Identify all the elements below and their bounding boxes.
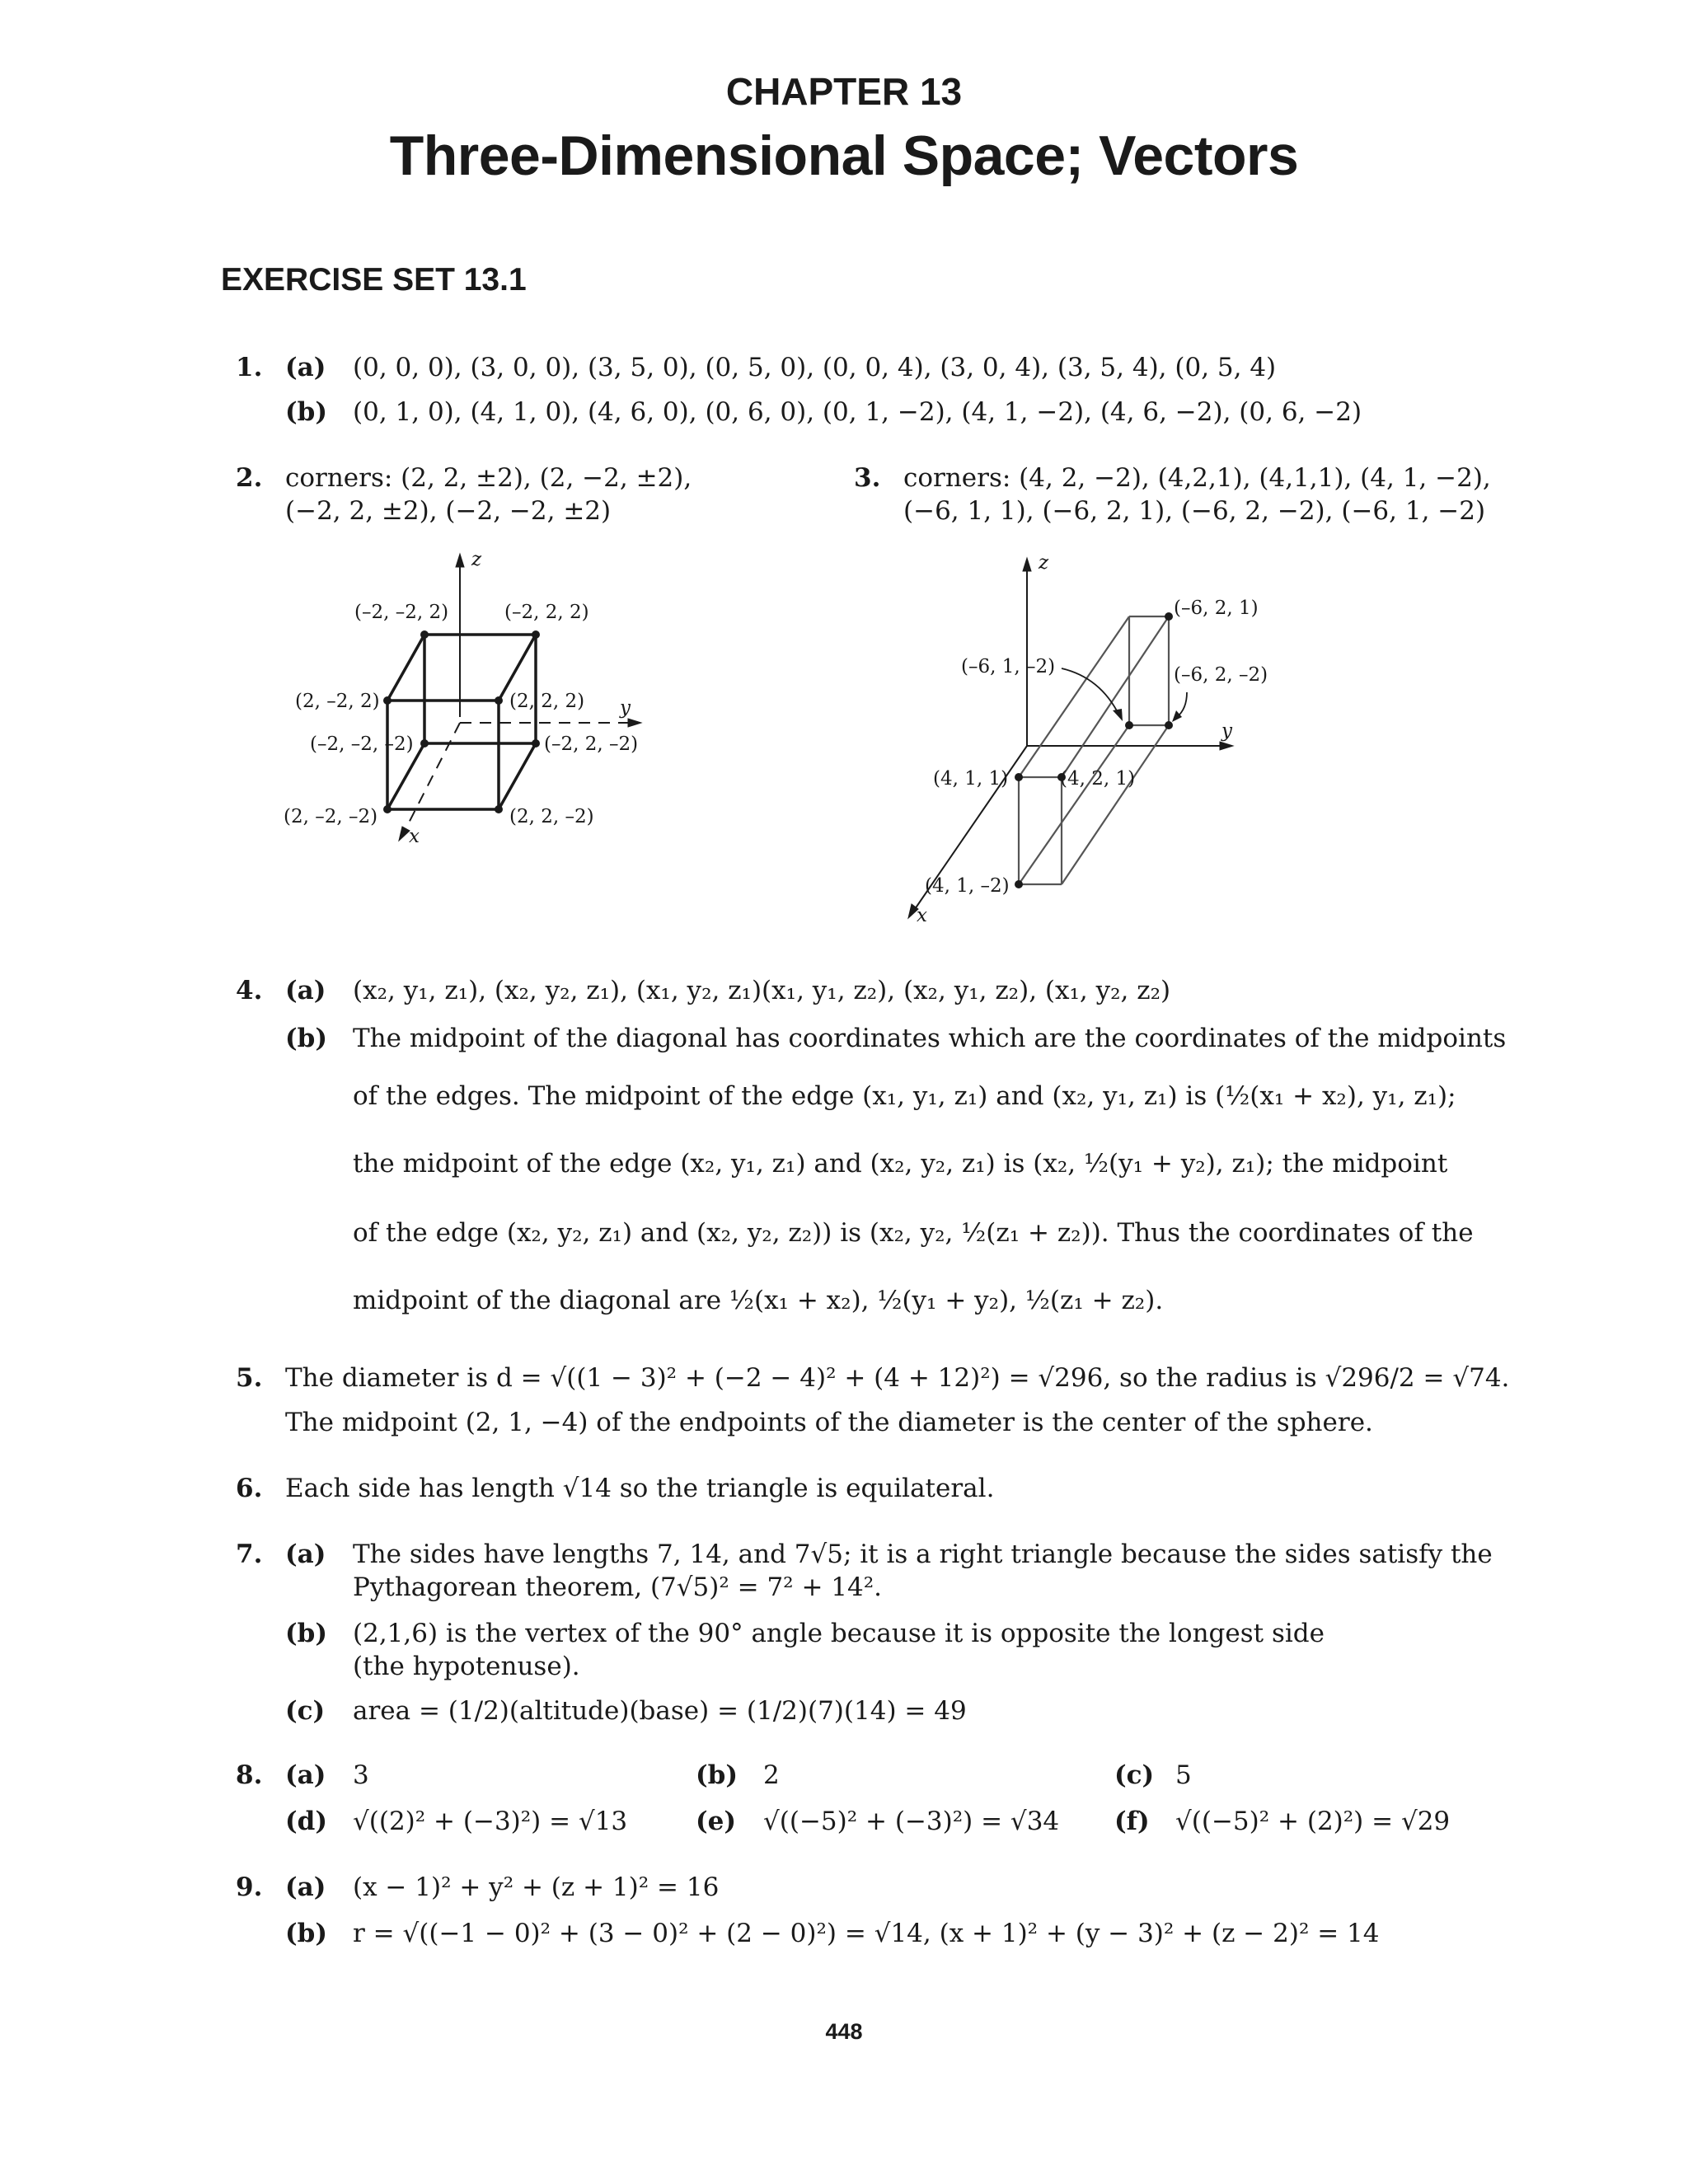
section-title: EXERCISE SET 13.1 [221,262,527,298]
axis-label-x: x [917,905,927,926]
axis-label-y: y [1221,720,1232,742]
vertex-label: (–2, 2, –2) [544,733,639,755]
exercise-8f-text: √((−5)² + (2)²) = √29 [1175,1807,1451,1836]
vertex-dot [532,739,540,748]
exercise-7b-line1: (2,1,6) is the vertex of the 90° angle because it is opposite the longest side [353,1619,1325,1648]
exercise-4-number: 4. [236,976,263,1005]
exercise-7b-label: (b) [285,1619,328,1648]
axis-label-z: z [1039,552,1049,574]
exercise-9b-label: (b) [285,1919,328,1948]
pointer-arrowhead [1172,710,1182,722]
chapter-title: Three-Dimensional Space; Vectors [389,124,1299,187]
exercise-7a-line1: The sides have lengths 7, 14, and 7√5; it is a right triangle because the sides satisfy the [353,1540,1493,1569]
vertex-label: (4, 2, 1) [1060,768,1136,790]
vertex-label: (4, 1, –2) [925,875,1010,897]
vertex-dot [383,805,392,813]
exercise-8f-label: (f) [1114,1807,1150,1836]
vertex-dot [420,739,429,748]
axis-label-x: x [409,826,420,847]
z-axis-arrow [1023,558,1031,571]
exercise-7a-line2: Pythagorean theorem, (7√5)² = 7² + 14². [353,1572,883,1602]
exercise-2-line2: (−2, 2, ±2), (−2, −2, ±2) [285,496,612,526]
exercise-4b-line4: of the edge (x₂, y₂, z₁) and (x₂, y₂, z₂)) is (x₂, y₂, ½(z₁ + z₂)). Thus the coordinates of the [353,1218,1474,1248]
exercise-7c-label: (c) [285,1696,326,1726]
page-number: 448 [825,2019,863,2044]
exercise-8e-text: √((−5)² + (−3)²) = √34 [763,1807,1060,1836]
exercise-1b-text: (0, 1, 0), (4, 1, 0), (4, 6, 0), (0, 6, 0), (0, 1, −2), (4, 1, −2), (4, 6, −2), (0, 6, −2) [353,397,1362,427]
vertex-label: (–2, –2, 2) [354,602,449,623]
exercise-7b-line2: (the hypotenuse). [353,1652,580,1681]
vertex-dot [1165,612,1173,621]
exercise-5-line2: The midpoint (2, 1, −4) of the endpoints of the diameter is the center of the sphere. [285,1408,1373,1437]
exercise-8c-text: 5 [1175,1760,1192,1790]
exercise-9b-text: r = √((−1 − 0)² + (3 − 0)² + (2 − 0)²) = √14, (x + 1)² + (y − 3)² + (z − 2)² = 14 [353,1919,1380,1948]
exercise-4a-text: (x₂, y₁, z₁), (x₂, y₂, z₁), (x₁, y₂, z₁)(x₁, y₁, z₂), (x₂, y₁, z₂), (x₁, y₂, z₂) [353,976,1171,1005]
exercise-4a-label: (a) [285,976,326,1005]
exercise-8b-label: (b) [696,1760,738,1790]
exercise-4b-line1: The midpoint of the diagonal has coordinates which are the coordinates of the midpoints [353,1024,1507,1053]
exercise-2-number: 2. [236,463,263,493]
vertex-dot [1165,721,1173,729]
exercise-3-line1: corners: (4, 2, −2), (4,2,1), (4,1,1), (4, 1, −2), [903,463,1491,493]
exercise-4b-label: (b) [285,1024,328,1053]
vertex-label: (4, 1, 1) [933,768,1009,790]
vertex-label: (2, –2, 2) [295,691,380,712]
y-axis-arrow [628,719,641,727]
z-axis-arrow [456,554,464,567]
pointer-arrow [1062,668,1119,715]
vertex-label: (–2, 2, 2) [504,602,589,623]
exercise-9a-text: (x − 1)² + y² + (z + 1)² = 16 [353,1872,720,1902]
exercise-7a-label: (a) [285,1540,326,1569]
vertex-dot [1015,880,1023,888]
exercise-7-number: 7. [236,1540,263,1569]
exercise-1-number: 1. [236,353,263,382]
exercise-5-line1: The diameter is d = √((1 − 3)² + (−2 − 4)² + (4 + 12)²) = √296, so the radius is √296/2 = √74. [285,1363,1510,1393]
exercise-8a-label: (a) [285,1760,326,1790]
exercise-4b-line2: of the edges. The midpoint of the edge (x₁, y₁, z₁) and (x₂, y₁, z₁) is (½(x₁ + x₂), y₁, z₁); [353,1081,1456,1111]
vertex-dot [383,696,392,705]
exercise-8-number: 8. [236,1760,263,1790]
exercise-1b-label: (b) [285,397,328,427]
exercise-8c-label: (c) [1114,1760,1155,1790]
exercise-3-line2: (−6, 1, 1), (−6, 2, 1), (−6, 2, −2), (−6, 1, −2) [903,496,1486,526]
exercise-6-text: Each side has length √14 so the triangle is equilateral. [285,1474,995,1503]
exercise-7c-text: area = (1/2)(altitude)(base) = (1/2)(7)(14) = 49 [353,1696,967,1726]
vertex-dot [1015,773,1023,781]
axis-label-y: y [620,697,631,719]
exercise-9a-label: (a) [285,1872,326,1902]
vertex-label: (–6, 2, –2) [1174,664,1268,686]
vertex-label: (–6, 2, 1) [1174,598,1259,619]
exercise-4b-line5: midpoint of the diagonal are ½(x₁ + x₂), ½(y₁ + y₂), ½(z₁ + z₂). [353,1286,1164,1315]
vertex-label: (2, –2, –2) [284,806,378,827]
vertex-dot [532,630,540,639]
exercise-8d-text: √((2)² + (−3)²) = √13 [353,1807,628,1836]
exercise-1a-label: (a) [285,353,326,382]
vertex-dot [1125,721,1133,729]
vertex-label: (–6, 1, –2) [961,656,1056,677]
axis-label-z: z [471,549,482,570]
exercise-5-number: 5. [236,1363,263,1393]
vertex-dot [495,805,503,813]
exercise-1a-text: (0, 0, 0), (3, 0, 0), (3, 5, 0), (0, 5, 0), (0, 0, 4), (3, 0, 4), (3, 5, 4), (0, 5, 4) [353,353,1277,382]
exercise-2-line1: corners: (2, 2, ±2), (2, −2, ±2), [285,463,692,493]
exercise-8a-text: 3 [353,1760,369,1790]
pointer-arrowhead [1113,709,1123,721]
exercise-4b-line3: the midpoint of the edge (x₂, y₁, z₁) and (x₂, y₂, z₁) is (x₂, ½(y₁ + y₂), z₁); the midpoint [353,1149,1448,1179]
y-axis-arrow [1220,742,1233,750]
chapter-label: CHAPTER 13 [725,70,963,113]
exercise-8b-text: 2 [763,1760,780,1790]
exercise-9-number: 9. [236,1872,263,1902]
vertex-dot [495,696,503,705]
cube-figure [272,544,668,857]
exercise-8e-label: (e) [696,1807,737,1836]
exercise-6-number: 6. [236,1474,263,1503]
exercise-3-number: 3. [854,463,881,493]
exercise-8d-label: (d) [285,1807,328,1836]
vertex-label: (2, 2, 2) [509,691,585,712]
vertex-dot [420,630,429,639]
vertex-label: (2, 2, –2) [509,806,594,827]
vertex-label: (–2, –2, –2) [310,733,414,755]
prism-figure [898,544,1343,931]
